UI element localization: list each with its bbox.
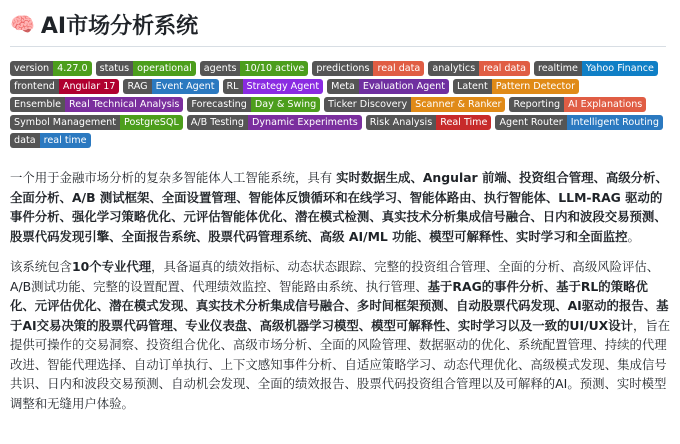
status-badge[interactable]: [187, 115, 362, 130]
badge-value: Day & Swing: [251, 97, 320, 112]
badge-label: status: [96, 61, 133, 76]
intro-text-1: 一个用于金融市场分析的复杂多智能体人工智能系统，具有: [10, 170, 337, 185]
badge-label: Forecasting: [187, 97, 250, 112]
status-badge[interactable]: [187, 97, 320, 112]
title-divider: [10, 46, 666, 47]
badge-value: Angular 17: [59, 79, 120, 94]
status-badge[interactable]: [10, 115, 183, 130]
badge-label: analytics: [428, 61, 479, 76]
status-badge[interactable]: [453, 79, 579, 94]
badge-label: A/B Testing: [187, 115, 248, 130]
badge-value: Real Technical Analysis: [65, 97, 183, 112]
badge-value: Event Agent: [152, 79, 219, 94]
status-badge[interactable]: [96, 61, 196, 76]
brain-icon: 🧠: [10, 12, 35, 36]
detail-agent-count: 10个专业代理: [71, 259, 152, 274]
status-badge[interactable]: [223, 79, 324, 94]
badge-label: Ensemble: [10, 97, 65, 112]
status-badge[interactable]: [10, 133, 91, 148]
badge-value: real data: [373, 61, 424, 76]
status-badge[interactable]: [312, 61, 424, 76]
status-badge[interactable]: [123, 79, 218, 94]
badge-label: agents: [200, 61, 241, 76]
intro-paragraph: [10, 168, 672, 246]
status-badge[interactable]: [534, 61, 658, 76]
detail-text-1: 该系统包含: [10, 259, 72, 274]
badge-label: data: [10, 133, 40, 148]
badge-label: Risk Analysis: [366, 115, 436, 130]
page-title: [8, 6, 666, 42]
badge-value: Strategy Agent: [243, 79, 324, 94]
status-badge[interactable]: [495, 115, 663, 130]
status-badge[interactable]: [509, 97, 646, 112]
badge-value: 10/10 active: [240, 61, 308, 76]
badge-label: Symbol Management: [10, 115, 120, 130]
badge-label: RAG: [123, 79, 151, 94]
detail-paragraph: [10, 257, 672, 413]
badge-label: version: [10, 61, 53, 76]
status-badge[interactable]: [200, 61, 309, 76]
badge-label: Meta: [327, 79, 359, 94]
badge-list: [8, 61, 668, 148]
badge-label: Latent: [453, 79, 492, 94]
badge-value: Yahoo Finance: [582, 61, 658, 76]
badge-label: Reporting: [509, 97, 564, 112]
badge-value: operational: [133, 61, 196, 76]
badge-label: Ticker Discovery: [324, 97, 411, 112]
badge-value: real time: [40, 133, 91, 148]
status-badge[interactable]: [366, 115, 492, 130]
detail-text-2: ，具备逼真的绩效指标、动态状态跟踪、完整的投资组合管理、全面的分析、高级风险评估、A/B测试功能、完整的设置配置、代理绩效监控、智能路由系统、执行管理、: [10, 259, 660, 294]
status-badge[interactable]: [10, 79, 119, 94]
badge-label: realtime: [534, 61, 582, 76]
status-badge[interactable]: [10, 97, 183, 112]
badge-value: Intelligent Routing: [567, 115, 663, 130]
badge-value: real data: [479, 61, 530, 76]
badge-value: Scanner & Ranker: [411, 97, 505, 112]
intro-features: 实时数据生成、Angular 前端、投资组合管理、高级分析、全面分析、A/B 测试框架、全面设置管理、智能体反馈循环和在线学习、智能体路由、执行智能体、LLM-RAG 驱动的事件分析、强化学习策略优化、元评估智能体优化、潜在模式检测、真实技术分析集成信号融合、日内和波段交易预测、股票代码发现引擎、全面报告系统、股票代码管理系统、高级 AI/ML 功能、模型可解释性、实时学习和全面监控: [10, 170, 668, 244]
intro-text-2: 。: [627, 228, 640, 244]
badge-value: Pattern Detector: [492, 79, 579, 94]
status-badge[interactable]: [428, 61, 530, 76]
badge-value: PostgreSQL: [120, 115, 183, 130]
badge-value: Evaluation Agent: [359, 79, 449, 94]
badge-label: frontend: [10, 79, 59, 94]
badge-value: 4.27.0: [53, 61, 92, 76]
status-badge[interactable]: [10, 61, 92, 76]
badge-label: predictions: [312, 61, 373, 76]
description: [8, 168, 672, 413]
badge-label: Agent Router: [495, 115, 566, 130]
badge-value: AI Explanations: [564, 97, 646, 112]
badge-value: Dynamic Experiments: [248, 115, 362, 130]
badge-value: Real Time: [436, 115, 491, 130]
status-badge[interactable]: [327, 79, 449, 94]
status-badge[interactable]: [324, 97, 505, 112]
page-title-text: AI市场分析系统: [40, 13, 199, 39]
badge-label: RL: [223, 79, 243, 94]
detail-capabilities: 基于RAG的事件分析、基于RL的策略优化、元评估优化、潜在模式发现、真实技术分析集成信号融合、多时间框架预测、自动股票代码发现、AI驱动的报告、基于AI交易决策的股票代码管理、专业仪表盘、高级机器学习模型、模型可解释性、实时学习以及一致的UI/UX设计: [10, 278, 669, 333]
detail-text-3: ，旨在提供可操作的交易洞察、投资组合优化、高级市场分析、全面的风险管理、数据驱动的优化、系统配置管理、持续的代理改进、智能代理选择、自动订单执行、上下文感知事件分析、自适应策略学习、动态代理优化、高级模式发现、集成信号共识、日内和波段交易预测、自动机会发现、全面的绩效报告、股票代码投资组合管理以及可解释的AI。预测、实时模型调整和无缝用户体验。: [10, 317, 671, 411]
